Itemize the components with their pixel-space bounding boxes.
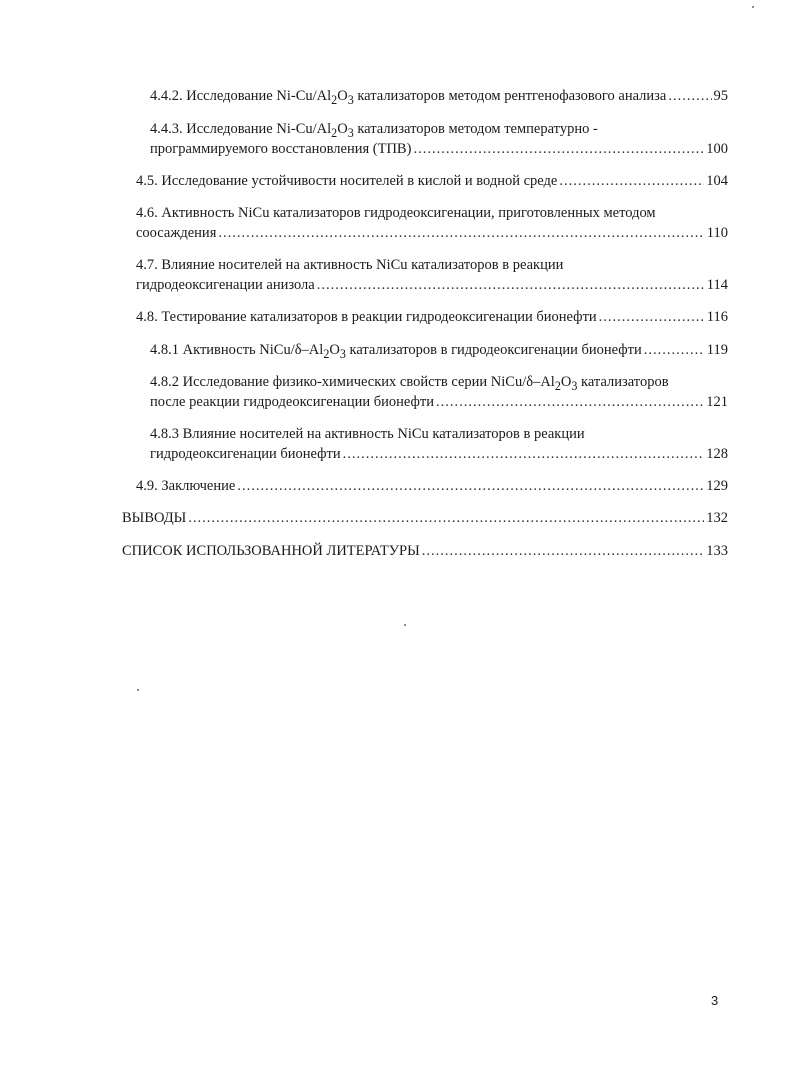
toc-entry-4-5[interactable]: [136, 171, 728, 191]
toc-leader: [218, 223, 704, 243]
toc-page-number: 116: [706, 309, 728, 325]
toc-leader: [237, 476, 704, 496]
toc-entry-4-8-3[interactable]: [150, 424, 728, 464]
toc-entry-title-cont: после реакции гидродеоксигенации бионефти: [150, 394, 435, 410]
toc-leader: [644, 340, 705, 360]
toc-page-number: 128: [706, 446, 728, 462]
toc-entry-title: 4.8.3 Влияние носителей на активность NiCu катализаторов в реакции: [150, 426, 585, 442]
toc-entry-4-4-3[interactable]: [150, 119, 728, 159]
toc-entry-title: 4.5. Исследование устойчивости носителей в кислой и водной среде: [136, 173, 558, 189]
toc-entry-title: 4.4.2. Исследование $Ni-Cu/Al_2O_3$ катализаторов методом рентгенофазового анализа: [150, 88, 667, 107]
toc-entry-title-cont: программируемого восстановления (ТПВ): [150, 141, 412, 157]
toc-page-number: 100: [706, 141, 728, 157]
toc-leader: [436, 392, 704, 412]
toc-leader: [343, 444, 705, 464]
toc-page-number: 121: [706, 394, 728, 410]
toc-entry-title: 4.9. Заключение: [136, 478, 236, 494]
toc-entry-4-7[interactable]: [136, 255, 728, 295]
toc-entry-title-cont: гидродеоксигенации бионефти: [150, 446, 341, 462]
toc-page-number: 104: [706, 173, 728, 189]
toc-entry-4-9[interactable]: [136, 476, 728, 496]
toc-entry-title: 4.8. Тестирование катализаторов в реакции гидродеоксигенации бионефти: [136, 309, 597, 325]
toc-leader: [422, 541, 704, 561]
toc-page-number: 133: [706, 543, 728, 559]
toc-page-number: 110: [706, 225, 728, 241]
toc-entry-references[interactable]: [122, 541, 728, 561]
toc-entry-title: 4.8.1 Активность NiCu/$\delta-Al_2O_3$ катализаторов в гидродеоксигенации бионефти: [150, 342, 642, 361]
toc-entry-4-8-1[interactable]: [150, 340, 728, 360]
toc-entry-4-4-2[interactable]: [150, 86, 728, 106]
toc-leader: [413, 139, 704, 159]
toc-page-number: 114: [706, 277, 728, 293]
toc-entry-title: СПИСОК ИСПОЛЬЗОВАННОЙ ЛИТЕРАТУРЫ: [122, 543, 420, 559]
page-number: 3: [711, 993, 719, 1008]
toc-entry-4-8[interactable]: [136, 307, 728, 327]
toc-page-number: 129: [706, 478, 728, 494]
toc-leader: [668, 86, 711, 106]
toc-entry-title: 4.7. Влияние носителей на активность NiCu катализаторов в реакции: [136, 257, 564, 273]
toc-page-number: 119: [706, 342, 728, 358]
toc-page-number: 132: [706, 510, 728, 526]
toc-entry-4-8-2[interactable]: [150, 372, 728, 412]
toc-entry-title-cont: гидродеоксигенации анизола: [136, 277, 315, 293]
toc-entry-title: 4.8.2 Исследование физико-химических свойств серии NiCu/$\delta-Al_2O_3$ катализаторов: [150, 374, 669, 393]
scan-speck: [137, 689, 139, 691]
toc-page-number: 95: [713, 88, 728, 104]
toc-entry-title: ВЫВОДЫ: [122, 510, 187, 526]
toc-leader: [317, 275, 705, 295]
toc-leader: [599, 307, 705, 327]
toc-entry-title-cont: соосаждения: [136, 225, 217, 241]
toc-leader: [188, 508, 704, 528]
scan-speck: [404, 624, 406, 626]
toc-entry-title: 4.6. Активность NiCu катализаторов гидродеоксигенации, приготовленных методом: [136, 205, 656, 221]
scan-speck: [752, 6, 754, 8]
toc-entry-title: 4.4.3. Исследование $Ni-Cu/Al_2O_3$ катализаторов методом температурно -: [150, 121, 598, 140]
toc-leader: [559, 171, 704, 191]
toc-entry-4-6[interactable]: [136, 203, 728, 243]
toc-entry-conclusions[interactable]: [122, 508, 728, 528]
